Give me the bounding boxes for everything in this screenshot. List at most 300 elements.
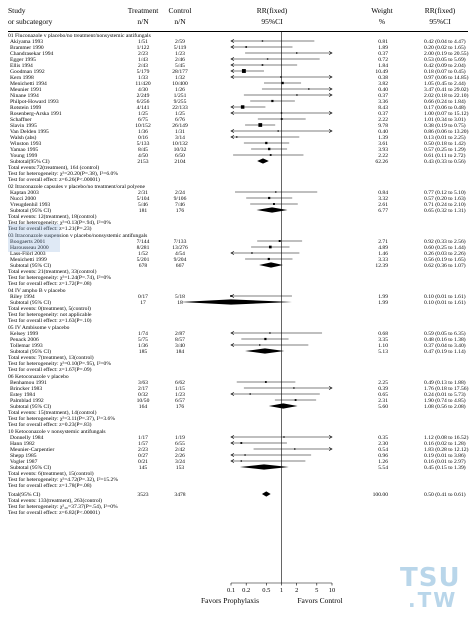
group-2-subtotal-rr: 0.65 (0.32 to 1.31) <box>424 208 466 214</box>
header-weight-pct: % <box>378 17 386 26</box>
group-7-study-3-label: Meunier-Carpentier <box>10 447 55 453</box>
x-tick-label-5: 2 <box>295 587 299 594</box>
group-7-study-2-weight: 2.30 <box>378 441 388 447</box>
group-2-subtotal-label: Subtotal (95% CI) <box>10 208 52 214</box>
group-7-study-1-control: 1/19 <box>175 435 185 441</box>
group-5-study-2-treatment: 5/75 <box>138 337 148 343</box>
group-7-study-2-label: Hann 1982 <box>10 441 35 447</box>
group-1-subtotal-control: 2104 <box>174 159 186 165</box>
group-6-study-3-label: Estey 1984 <box>10 392 36 398</box>
group-6-study-4-point <box>295 399 297 401</box>
group-2-note-3: Test for overall effect: z=1.21(P=.23) <box>8 226 92 232</box>
group-3-subtotal-treatment: 678 <box>138 263 148 269</box>
group-6-subtotal-control: 176 <box>175 404 185 410</box>
group-7-study-5-treatment: 0/21 <box>138 459 148 465</box>
group-2-study-1-label: Kaptan 2003 <box>10 190 39 196</box>
group-7-study-5-label: Vogler 1987 <box>10 459 38 465</box>
group-1-study-5-control: 5/45 <box>175 63 185 69</box>
group-3-study-3-rr: 0.26 (0.03 to 2.26) <box>424 251 466 257</box>
group-5-subtotal-rr: 0.47 (0.19 to 1.14) <box>424 349 466 355</box>
group-7-study-5-point <box>241 460 242 461</box>
group-7-study-4-point <box>244 454 245 455</box>
group-3-study-2-rr: 0.60 (0.25 to 1.44) <box>424 245 466 251</box>
group-7-study-1-point <box>283 436 284 437</box>
group-5-note-2: Test for heterogeneity: χ²=0.10(P=.95), I²=0% <box>8 361 111 367</box>
group-1-study-19-treatment: 8/45 <box>138 147 148 153</box>
group-1-study-14-treatment: 6/75 <box>138 117 148 123</box>
group-1-study-9-control: 1/26 <box>175 87 185 93</box>
group-6-study-2-label: Brincker 1983 <box>10 386 43 392</box>
header-weight: Weight <box>371 6 393 15</box>
group-7-subtotal-rr: 0.45 (0.15 to 1.39) <box>424 465 466 471</box>
group-5-study-3-label: Tollemar 1993 <box>10 343 43 349</box>
group-6-study-4-weight: 2.31 <box>378 398 388 404</box>
group-1-study-6-label: Goodman 1992 <box>10 69 45 75</box>
group-6-study-4-label: Palmblad 1992 <box>10 398 44 404</box>
group-1-study-6-point <box>242 69 246 73</box>
group-5-subtotal-treatment: 185 <box>138 349 148 355</box>
group-2-note-1: Total events: 12(treatment), 18(control) <box>8 214 97 220</box>
group-1-study-16-weight: 0.40 <box>378 129 388 135</box>
watermark-top: TSU <box>400 563 461 593</box>
group-5-study-2-label: Penack 2006 <box>10 337 39 343</box>
watermark-bottom: .TW <box>408 588 458 612</box>
group-1-study-3-point <box>296 52 297 53</box>
group-6-study-4-treatment: 10/50 <box>136 398 150 404</box>
group-1-study-1-treatment: 1/51 <box>138 39 148 45</box>
group-1-study-5-label: Ellis 1994 <box>10 63 33 69</box>
group-4-title: 04 IV ampho B v placebo <box>8 288 66 294</box>
group-2-study-1-control: 2/24 <box>175 190 185 196</box>
group-1-study-5-treatment: 2/43 <box>138 63 148 69</box>
group-2-subtotal-diamond <box>257 207 288 212</box>
group-7-subtotal-label: Subtotal (95% CI) <box>10 465 52 471</box>
group-1-study-16-treatment: 1/36 <box>138 129 148 135</box>
group-1-study-9-rr: 3.47 (0.41 to 29.02) <box>424 87 469 93</box>
group-1-study-4-weight: 0.72 <box>378 57 388 63</box>
highlight-band <box>8 224 60 252</box>
group-7-title: 10 Ketoconazole v nonsystemic antifungals <box>8 429 106 435</box>
group-1-study-7-rr: 0.97 (0.06 to 14.85) <box>424 75 469 81</box>
group-1-study-20-label: Young 1999 <box>10 153 38 159</box>
group-6-study-2-rr: 1.76 (0.18 to 17.56) <box>424 386 469 392</box>
group-1-study-1-rr: 0.42 (0.04 to 4.47) <box>424 39 466 45</box>
group-3-study-1-treatment: 7/144 <box>136 239 150 245</box>
group-6-subtotal-rr: 1.08 (0.56 to 2.08) <box>424 404 466 410</box>
group-1-note-2: Test for heterogeneity: χ²=20.20(P=.38), I²=6.0% <box>8 171 118 177</box>
group-1-study-15-point <box>258 123 262 127</box>
group-1-study-19-rr: 0.57 (0.25 to 1.29) <box>424 147 466 153</box>
group-7-study-3-rr: 1.83 (0.28 to 12.12) <box>424 447 469 453</box>
watermark-logo <box>400 563 461 612</box>
group-7-study-4-control: 2/26 <box>175 453 185 459</box>
group-1-study-3-treatment: 2/23 <box>138 51 148 57</box>
group-1-study-1-control: 2/59 <box>175 39 185 45</box>
group-1-study-8-weight: 3.82 <box>378 81 388 87</box>
group-1-study-20-control: 6/50 <box>175 153 185 159</box>
group-6-note-3: Test for overall effect: z=0.23(P=.83) <box>8 422 92 428</box>
header-rule <box>8 31 468 32</box>
group-5-study-3-control: 3/40 <box>175 343 185 349</box>
group-1-study-2-point <box>245 46 247 48</box>
group-6-study-2-weight: 0.39 <box>378 386 388 392</box>
group-7-note-2: Test for heterogeneity: χ²=4.72(P=.32), I²=15.2% <box>8 477 118 483</box>
group-2-study-3-control: 7/46 <box>175 202 185 208</box>
group-1-study-5-weight: 1.84 <box>378 63 388 69</box>
group-1-study-10-weight: 0.37 <box>378 93 388 99</box>
group-1-study-11-rr: 0.66 (0.24 to 1.84) <box>424 99 466 105</box>
group-1-study-7-control: 1/32 <box>175 75 185 81</box>
x-axis-right-label: Favors Control <box>297 596 343 605</box>
group-1-study-2-control: 5/119 <box>173 45 187 51</box>
group-2-study-3-weight: 2.61 <box>378 202 388 208</box>
group-1-subtotal-label: Subtotal(95% CI) <box>10 159 50 165</box>
group-7-study-3-control: 2/42 <box>175 447 185 453</box>
x-tick-label-3: 0.5 <box>262 587 271 594</box>
group-5-study-2-rr: 0.48 (0.16 to 1.38) <box>424 337 466 343</box>
group-4-subtotal-diamond <box>181 299 292 304</box>
total-note-1: Total events: 133(treatment), 263(control) <box>8 498 103 504</box>
group-1-study-6-rr: 0.18 (0.07 to 0.45) <box>424 69 466 75</box>
group-2-subtotal-control: 176 <box>175 208 185 214</box>
group-7-note-1: Total events: 6(treatment), 15(control) <box>8 471 94 477</box>
group-6-subtotal-treatment: 164 <box>138 404 148 410</box>
group-3-study-3-point <box>251 252 252 253</box>
group-6-study-3-weight: 0.65 <box>378 392 388 398</box>
group-5-study-2-control: 8/57 <box>175 337 185 343</box>
group-5-study-1-label: Kelsey 1999 <box>10 331 39 337</box>
group-1-study-15-control: 26/149 <box>172 123 188 129</box>
group-2-study-1-point <box>275 191 276 192</box>
group-3-study-3-treatment: 1/52 <box>138 251 148 257</box>
group-1-study-19-label: Yamao 1995 <box>10 147 39 153</box>
total-diamond <box>262 491 271 496</box>
group-1-study-18-point <box>265 142 267 144</box>
group-1-study-8-treatment: 11/420 <box>135 81 151 87</box>
group-3-study-4-treatment: 5/201 <box>136 257 150 263</box>
group-2-subtotal-treatment: 181 <box>138 208 148 214</box>
group-2-subtotal-weight: 6.77 <box>378 208 388 214</box>
group-7-subtotal-treatment: 145 <box>138 465 148 471</box>
header-subcategory: or subcategory <box>8 17 53 26</box>
group-3-study-4-weight: 3.33 <box>378 257 388 263</box>
group-6-study-2-control: 1/15 <box>175 386 185 392</box>
group-3-study-2-treatment: 8/281 <box>136 245 150 251</box>
group-4-study-1-label: Riley 1994 <box>10 294 35 300</box>
group-3-study-4-label: Menichetti 1999 <box>10 257 47 263</box>
group-4-subtotal-control: 18 <box>177 300 183 306</box>
group-6-title: 06 Ketoconazole v placebo <box>8 374 69 380</box>
group-5-study-3-rr: 0.37 (0.04 to 3.40) <box>424 343 466 349</box>
group-4-study-1-control: 5/18 <box>175 294 185 300</box>
group-4-study-1-weight: 1.99 <box>378 294 388 300</box>
group-1-study-2-rr: 0.20 (0.02 to 1.65) <box>424 45 466 51</box>
group-7-study-4-label: Shepp 1985 <box>10 453 37 459</box>
group-1-study-4-control: 2/46 <box>175 57 185 63</box>
group-1-study-14-control: 6/76 <box>175 117 185 123</box>
group-5-study-1-rr: 0.59 (0.05 to 6.35) <box>424 331 466 337</box>
group-2-study-3-point <box>273 203 275 205</box>
group-1-study-14-label: Schaffner <box>10 117 32 123</box>
group-6-study-4-rr: 1.90 (0.74 to 4.85) <box>424 398 466 404</box>
group-6-study-1-weight: 2.25 <box>378 380 388 386</box>
group-4-note-1: Total events: 0(treatment), 5(control) <box>8 306 91 312</box>
header-rr-ci: 95%CI <box>261 17 283 26</box>
group-1-study-1-point <box>262 40 263 41</box>
group-4-note-3: Test for overall effect: z=1.63(P=.10) <box>8 318 92 324</box>
x-tick-label-2: 0.2 <box>242 587 251 594</box>
group-1-study-6-treatment: 5/179 <box>136 69 150 75</box>
group-1-study-15-label: Slavin 1995 <box>10 123 37 129</box>
group-3-subtotal-weight: 12.39 <box>375 263 388 269</box>
group-5-subtotal-weight: 5.13 <box>378 349 388 355</box>
group-1-study-15-weight: 9.78 <box>378 123 388 129</box>
group-1-study-10-control: 1/251 <box>173 93 187 99</box>
group-1-study-10-label: Ninane 1994 <box>10 93 39 99</box>
group-1-study-5-point <box>262 64 264 66</box>
group-6-subtotal-diamond <box>269 403 298 408</box>
group-6-study-4-control: 6/57 <box>175 398 185 404</box>
header-rr-right: RR(fixed) <box>424 6 456 15</box>
group-7-study-2-rr: 0.16 (0.02 to 1.28) <box>424 441 466 447</box>
header-control-nn: n/N <box>174 17 186 26</box>
group-3-study-4-control: 9/204 <box>173 257 187 263</box>
group-1-study-12-treatment: 4/141 <box>136 105 150 111</box>
x-axis-left-label: Favors Prophylaxis <box>200 596 260 605</box>
group-1-study-12-weight: 8.43 <box>378 105 388 111</box>
group-7-study-4-weight: 0.96 <box>378 453 388 459</box>
group-3-study-1-rr: 0.92 (0.33 to 2.56) <box>424 239 466 245</box>
group-1-study-15-rr: 0.38 (0.19 to 0.75) <box>424 123 466 129</box>
group-1-study-19-point <box>268 148 270 150</box>
group-1-study-17-treatment: 0/16 <box>138 135 148 141</box>
group-1-note-3: Test for overall effect: z=6.26(P<.00001) <box>8 177 100 183</box>
group-1-study-15-treatment: 10/152 <box>135 123 151 129</box>
group-1-study-12-label: Rotstein 1999 <box>10 105 42 111</box>
group-2-study-1-weight: 0.84 <box>378 190 388 196</box>
group-6-study-3-treatment: 0/32 <box>138 392 148 398</box>
group-1-study-12-rr: 0.17 (0.06 to 0.48) <box>424 105 466 111</box>
group-6-study-3-point <box>250 393 251 394</box>
group-3-study-1-control: 7/133 <box>173 239 187 245</box>
group-1-study-6-weight: 10.49 <box>375 69 388 75</box>
group-3-note-2: Test for heterogeneity: χ²=1.24(P=.74), I²=0% <box>8 275 111 281</box>
group-1-study-18-label: Winston 1993 <box>10 141 42 147</box>
x-tick-label-7: 10 <box>328 587 336 594</box>
group-3-subtotal-control: 667 <box>175 263 185 269</box>
group-1-study-13-label: Rosenberg-Arska 1991 <box>10 111 62 117</box>
group-3-study-3-control: 4/54 <box>175 251 185 257</box>
group-2-study-2-treatment: 5/104 <box>136 196 150 202</box>
header-rr: RR(fixed) <box>256 6 288 15</box>
group-3-study-1-label: Boogaerts 2001 <box>10 239 46 245</box>
group-1-note-1: Total events:72(treatment), 164 (control) <box>8 165 100 171</box>
group-1-study-4-rr: 0.53 (0.05 to 5.69) <box>424 57 466 63</box>
group-1-study-7-weight: 0.38 <box>378 75 388 81</box>
group-5-title: 05 IV Ambisome v placebo <box>8 325 70 331</box>
group-3-study-2-label: Harousseau 2000 <box>10 245 49 251</box>
group-6-study-2-treatment: 2/17 <box>138 386 148 392</box>
group-1-study-19-weight: 3.93 <box>378 147 388 153</box>
group-4-study-1-point <box>230 295 232 297</box>
group-4-study-1-treatment: 0/17 <box>138 294 148 300</box>
group-1-study-13-weight: 0.37 <box>378 111 388 117</box>
total-note-3: Test for overall effect: z=6.82(P<.00001) <box>8 510 100 516</box>
group-1-study-2-label: Brammer 1990 <box>10 45 44 51</box>
x-tick-label-6: 5 <box>315 587 319 594</box>
group-5-study-1-point <box>269 332 270 333</box>
group-1-study-3-control: 1/23 <box>175 51 185 57</box>
group-3-study-2-weight: 4.89 <box>378 245 388 251</box>
group-7-study-5-control: 3/24 <box>175 459 185 465</box>
header-treatment: Treatment <box>127 6 159 15</box>
group-1-study-2-weight: 1.89 <box>378 45 388 51</box>
group-2-study-1-rr: 0.77 (0.12 to 5.10) <box>424 190 466 196</box>
group-1-study-10-point <box>296 94 297 95</box>
group-7-study-3-point <box>294 448 295 449</box>
group-7-study-4-treatment: 0/27 <box>138 453 148 459</box>
total-weight: 100.00 <box>372 492 388 498</box>
group-7-study-1-label: Donnelly 1984 <box>10 435 44 441</box>
group-1-subtotal-weight: 62.26 <box>375 159 388 165</box>
group-5-study-2-point <box>264 338 266 340</box>
group-1-study-13-treatment: 1/25 <box>138 111 148 117</box>
group-2-study-1-treatment: 2/31 <box>138 190 148 196</box>
group-7-subtotal-weight: 5.54 <box>378 465 388 471</box>
group-1-study-20-point <box>270 154 272 156</box>
group-1-study-7-treatment: 1/33 <box>138 75 148 81</box>
x-axis <box>201 583 343 605</box>
group-3-subtotal-label: Subtotal (95% CI) <box>10 263 52 269</box>
group-4-study-1-rr: 0.10 (0.01 to 1.61) <box>424 294 466 300</box>
group-6-study-1-label: Benhamou 1991 <box>10 380 47 386</box>
group-5-study-3-treatment: 1/36 <box>138 343 148 349</box>
group-1-study-18-rr: 0.50 (0.18 to 1.42) <box>424 141 466 147</box>
group-1-study-16-point <box>277 130 278 131</box>
group-2-study-2-control: 9/106 <box>173 196 187 202</box>
group-3-subtotal-rr: 0.62 (0.36 to 1.07) <box>424 263 466 269</box>
group-7-study-4-rr: 0.19 (0.01 to 3.86) <box>424 453 466 459</box>
group-3-study-4-rr: 0.56 (0.19 to 1.65) <box>424 257 466 263</box>
group-1-study-16-control: 1/31 <box>175 129 185 135</box>
group-1-study-10-treatment: 2/249 <box>136 93 150 99</box>
group-5-subtotal-label: Subtotal (95% CI) <box>10 349 52 355</box>
group-5-study-1-treatment: 1/74 <box>138 331 148 337</box>
group-1-study-11-point <box>271 100 273 102</box>
header-treatment-nn: n/N <box>137 17 149 26</box>
group-5-study-3-weight: 1.10 <box>378 343 388 349</box>
group-5-subtotal-diamond <box>245 348 284 353</box>
group-3-study-4-point <box>268 258 270 260</box>
group-7-study-5-weight: 1.26 <box>378 459 388 465</box>
group-7-study-3-treatment: 2/23 <box>138 447 148 453</box>
group-5-study-2-weight: 3.35 <box>378 337 388 343</box>
group-5-subtotal-control: 184 <box>175 349 185 355</box>
group-2-study-2-label: Nucci 2000 <box>10 196 36 202</box>
group-1-study-18-weight: 3.61 <box>378 141 388 147</box>
group-1-study-6-control: 28/177 <box>172 69 188 75</box>
group-5-note-1: Total events: 7(treatment), 13(control) <box>8 355 94 361</box>
group-4-subtotal-treatment: 17 <box>140 300 146 306</box>
group-1-study-12-control: 22/133 <box>172 105 188 111</box>
group-1-study-8-control: 10/400 <box>172 81 188 87</box>
total-rr: 0.50 (0.41 to 0.61) <box>424 492 466 498</box>
group-5-study-3-point <box>259 344 260 345</box>
group-6-note-2: Test for heterogeneity: χ²=3.11(P=.37), I²=3.6% <box>8 416 115 422</box>
group-1-study-19-control: 10/32 <box>173 147 187 153</box>
group-1-study-11-weight: 3.36 <box>378 99 388 105</box>
group-1-study-17-label: Walsh (abs) <box>10 135 37 141</box>
group-2-study-3-treatment: 5/46 <box>138 202 148 208</box>
group-1-study-3-weight: 0.37 <box>378 51 388 57</box>
group-3-study-1-point <box>279 240 281 242</box>
group-4-subtotal-weight: 1.99 <box>378 300 388 306</box>
group-1-study-1-weight: 0.81 <box>378 39 388 45</box>
group-3-subtotal-diamond <box>259 262 283 267</box>
group-7-study-2-treatment: 1/57 <box>138 441 148 447</box>
group-4-subtotal-label: Subtotal (95% CI) <box>10 300 52 306</box>
group-1-study-9-point <box>308 88 309 89</box>
group-1-study-7-label: Kern 1998 <box>10 75 34 81</box>
group-1-study-18-control: 10/132 <box>172 141 188 147</box>
group-6-subtotal-weight: 5.60 <box>378 404 388 410</box>
header-ci-right: 95%CI <box>429 17 451 26</box>
group-1-study-14-rr: 1.01 (0.34 to 3.01) <box>424 117 466 123</box>
group-7-study-1-rr: 1.12 (0.08 to 16.52) <box>424 435 469 441</box>
group-6-study-3-control: 1/23 <box>175 392 185 398</box>
group-1-study-17-point <box>236 136 237 137</box>
group-7-study-3-weight: 0.54 <box>378 447 388 453</box>
group-1-study-17-weight: 1.39 <box>378 135 388 141</box>
group-3-study-2-control: 13/276 <box>172 245 188 251</box>
group-1-study-17-rr: 0.13 (0.01 to 2.25) <box>424 135 466 141</box>
group-1-study-13-control: 1/25 <box>175 111 185 117</box>
group-1-study-8-label: Menichetti 1994 <box>10 81 47 87</box>
group-6-study-1-treatment: 3/63 <box>138 380 148 386</box>
group-6-study-1-point <box>265 381 267 383</box>
group-3-study-3-weight: 1.46 <box>378 251 388 257</box>
group-6-study-1-rr: 0.49 (0.13 to 1.88) <box>424 380 466 386</box>
group-6-study-1-control: 6/62 <box>175 380 185 386</box>
group-7-study-1-treatment: 1/17 <box>138 435 148 441</box>
x-tick-label-1: 0.1 <box>226 587 236 594</box>
group-7-study-2-point <box>240 442 242 444</box>
group-1-study-2-treatment: 1/122 <box>136 45 150 51</box>
group-1-study-3-label: Chandrasekar 1994 <box>10 51 54 57</box>
group-5-study-1-weight: 0.68 <box>378 331 388 337</box>
group-5-note-3: Test for overall effect: z=1.67(P=.09) <box>8 367 92 373</box>
group-7-study-2-control: 6/55 <box>175 441 185 447</box>
group-6-study-2-point <box>293 387 294 388</box>
group-1-study-1-label: Akiyama 1993 <box>10 39 44 45</box>
group-6-subtotal-label: Subtotal (95% CI) <box>10 404 52 410</box>
group-1-study-16-rr: 0.86 (0.06 to 13.20) <box>424 129 469 135</box>
group-3-study-3-label: Lass-Flörl 2003 <box>10 251 46 257</box>
group-1-study-14-weight: 2.22 <box>378 117 388 123</box>
group-3-note-1: Total events: 21(treatment), 33(control) <box>8 269 97 275</box>
group-4-subtotal-rr: 0.10 (0.01 to 1.61) <box>424 300 466 306</box>
group-1-study-10-rr: 2.02 (0.18 to 22.10) <box>424 93 469 99</box>
group-6-note-1: Total events: 15(treatment), 14(control) <box>8 410 97 416</box>
group-7-study-1-weight: 0.35 <box>378 435 388 441</box>
group-5-study-1-control: 2/87 <box>175 331 185 337</box>
group-1-subtotal-diamond <box>257 158 269 163</box>
group-1-study-4-point <box>267 58 268 59</box>
group-1-study-5-rr: 0.42 (0.09 to 2.04) <box>424 63 466 69</box>
x-tick-label-4: 1 <box>279 587 284 594</box>
group-7-study-5-rr: 0.16 (0.01 to 2.97) <box>424 459 466 465</box>
group-1-study-11-control: 9/255 <box>173 99 187 105</box>
